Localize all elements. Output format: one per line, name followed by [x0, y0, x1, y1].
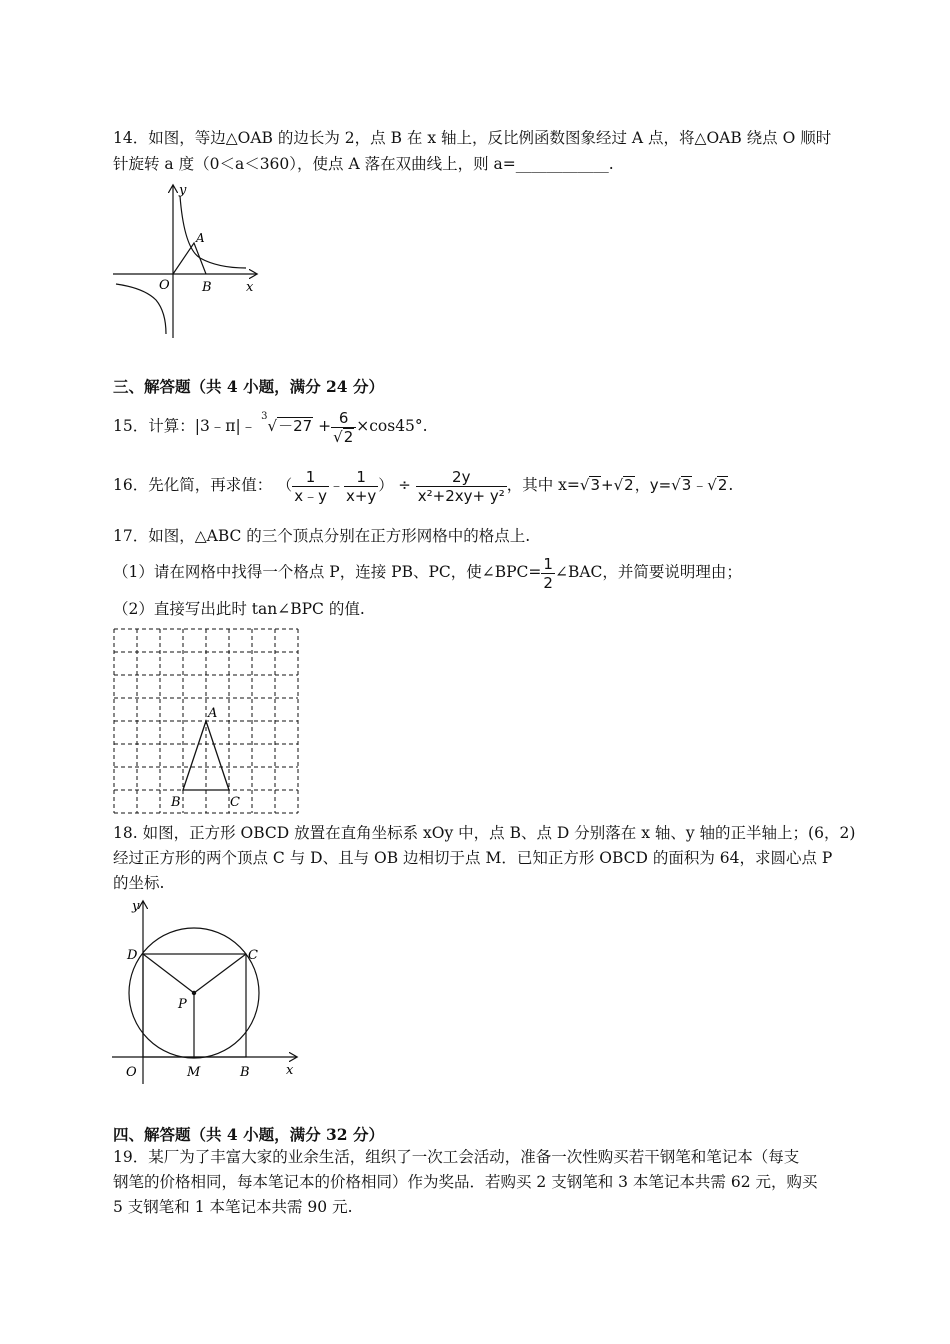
q19-text-line2: 钢笔的价格相同，每本笔记本的价格相同）作为奖品．若购买 2 支钢笔和 3 本笔记本共需 62 元，购买 [113, 1173, 818, 1191]
q16-f3-den: x²+2xy+ y² [417, 486, 505, 505]
q17-half-den: 2 [543, 573, 553, 592]
q16-root-2: 2 [624, 476, 634, 494]
q18-center-point [192, 991, 196, 995]
q18-label-c: C [248, 948, 258, 963]
q18-label-y: y [132, 899, 140, 914]
q17-label-c: C [230, 795, 240, 810]
q16-minus: ﹣ [328, 476, 344, 494]
q15-plus: + [318, 417, 332, 436]
q16-mid: ，其中 x= [506, 476, 580, 494]
q14-figure [108, 178, 268, 343]
q15-root-index: 3 [261, 411, 268, 422]
q16-fraction-1 [292, 468, 329, 505]
q18-label-p: P [178, 997, 187, 1012]
q14-text-line1: 14．如图，等边△OAB 的边长为 2，点 B 在 x 轴上，反比例函数图象经过 A 点，将△OAB 绕点 O 顺时 [113, 129, 832, 147]
q17-line2-a: （1）请在网格中找得一个格点 P，连接 PB、PC，使∠BPC= [113, 563, 542, 581]
section-3-title: 三、解答题（共 4 小题，满分 24 分） [113, 377, 384, 396]
q16-close-paren: ） [378, 476, 394, 494]
q16-end: . [728, 476, 734, 494]
q18-text-line1: 18. 如图，正方形 OBCD 放置在直角坐标系 xOy 中，点 B、点 D 分别落在 x 轴、y 轴的正半轴上；(6，2) [113, 824, 856, 842]
q16-plus: + [601, 476, 614, 494]
q16-open-paren: （ [277, 476, 293, 494]
q18-label-x: x [286, 1063, 294, 1078]
q17-line2-b: ∠BAC，并简要说明理由； [554, 563, 742, 581]
q16-divide: ÷ [398, 476, 411, 494]
q14-hyperbola-branch-1 [180, 196, 246, 268]
q18-label-m: M [187, 1065, 201, 1080]
q14-line2-main: 针旋转 a 度（0＜a＜360），使点 A 落在双曲线上，则 a= [113, 155, 516, 173]
q17-label-b: B [171, 795, 181, 810]
q14-label-b: B [202, 280, 212, 295]
q17-half-num: 1 [543, 554, 553, 573]
q16-f3-num: 2y [416, 468, 507, 487]
q17-text-line3: （2）直接写出此时 tan∠BPC 的值. [113, 600, 365, 618]
q17-grid-figure [110, 626, 305, 818]
q14-label-a: A [196, 231, 205, 245]
q16-line: 16．先化简，再求值： （ $\frac{1}{x﹣y}$ ﹣ $\frac{1}{x+y}$ ） ÷ $\frac{2y}{\text{x²+2xy+ y²}}$ ，其中 x=√3+√2，y=√3﹣√2. [113, 467, 734, 505]
q16-y-eq: ，y= [634, 476, 672, 494]
q16-f2-num: 1 [344, 468, 378, 487]
q15-frac-num: 6 [331, 409, 356, 428]
q19-text-line1: 19．某厂为了丰富大家的业余生活，组织了一次工会活动，准备一次性购买若干钢笔和笔记本（每支 [113, 1148, 800, 1166]
q18-text-line3: 的坐标. [113, 874, 165, 892]
q16-fraction-3 [416, 468, 507, 505]
q16-minus-2: ﹣ [692, 476, 708, 494]
q17-text-line1: 17．如图，△ABC 的三个顶点分别在正方形网格中的格点上. [113, 527, 531, 545]
q16-f1-den: x﹣y [294, 486, 327, 505]
q14-text-line2 [113, 153, 614, 175]
q18-figure [108, 896, 308, 1086]
q16-root-4: 2 [717, 476, 728, 494]
q18-label-o: O [126, 1065, 137, 1080]
q15-tail: ×cos45°. [356, 417, 428, 436]
section-4-title: 四、解答题（共 4 小题，满分 32 分） [113, 1125, 384, 1144]
q15-radicand: －27 [278, 417, 313, 436]
q18-segment-pd [143, 954, 194, 993]
q18-label-d: D [127, 948, 138, 963]
q14-label-x: x [246, 280, 254, 295]
q18-segment-pc [194, 954, 246, 993]
q17-label-a: A [208, 706, 218, 721]
q18-label-b: B [240, 1065, 250, 1080]
q14-end: . [608, 155, 614, 173]
q16-fraction-2 [344, 468, 378, 505]
q16-f1-num: 1 [292, 468, 329, 487]
q16-f2-den: x+y [345, 486, 377, 505]
q15-line: 15．计算：|3﹣π|﹣ $^3$√－27 + $\frac{6}{√2}$ ×cos45°. [113, 408, 428, 446]
q16-prefix: 16．先化简，再求值： [113, 476, 273, 494]
q14-label-o: O [159, 278, 170, 293]
q14-label-y: y [179, 183, 187, 198]
q18-text-line2: 经过正方形的两个顶点 C 与 D、且与 OB 边相切于点 M．已知正方形 OBCD 的面积为 64，求圆心点 P [113, 849, 833, 867]
q15-prefix: 15．计算：|3﹣π|﹣ [113, 417, 257, 436]
q15-fraction: $\frac{6}{√2}$ [331, 409, 356, 446]
q14-answer-blank: ____________ [515, 155, 609, 173]
q17-text-line2 [113, 552, 742, 592]
q17-half-fraction [541, 555, 555, 592]
q19-text-line3: 5 支钢笔和 1 本笔记本共需 90 元. [113, 1198, 353, 1216]
q16-root-3: 3 [681, 476, 692, 494]
q15-frac-den: 2 [343, 427, 354, 446]
q16-root-1: 3 [590, 476, 601, 494]
